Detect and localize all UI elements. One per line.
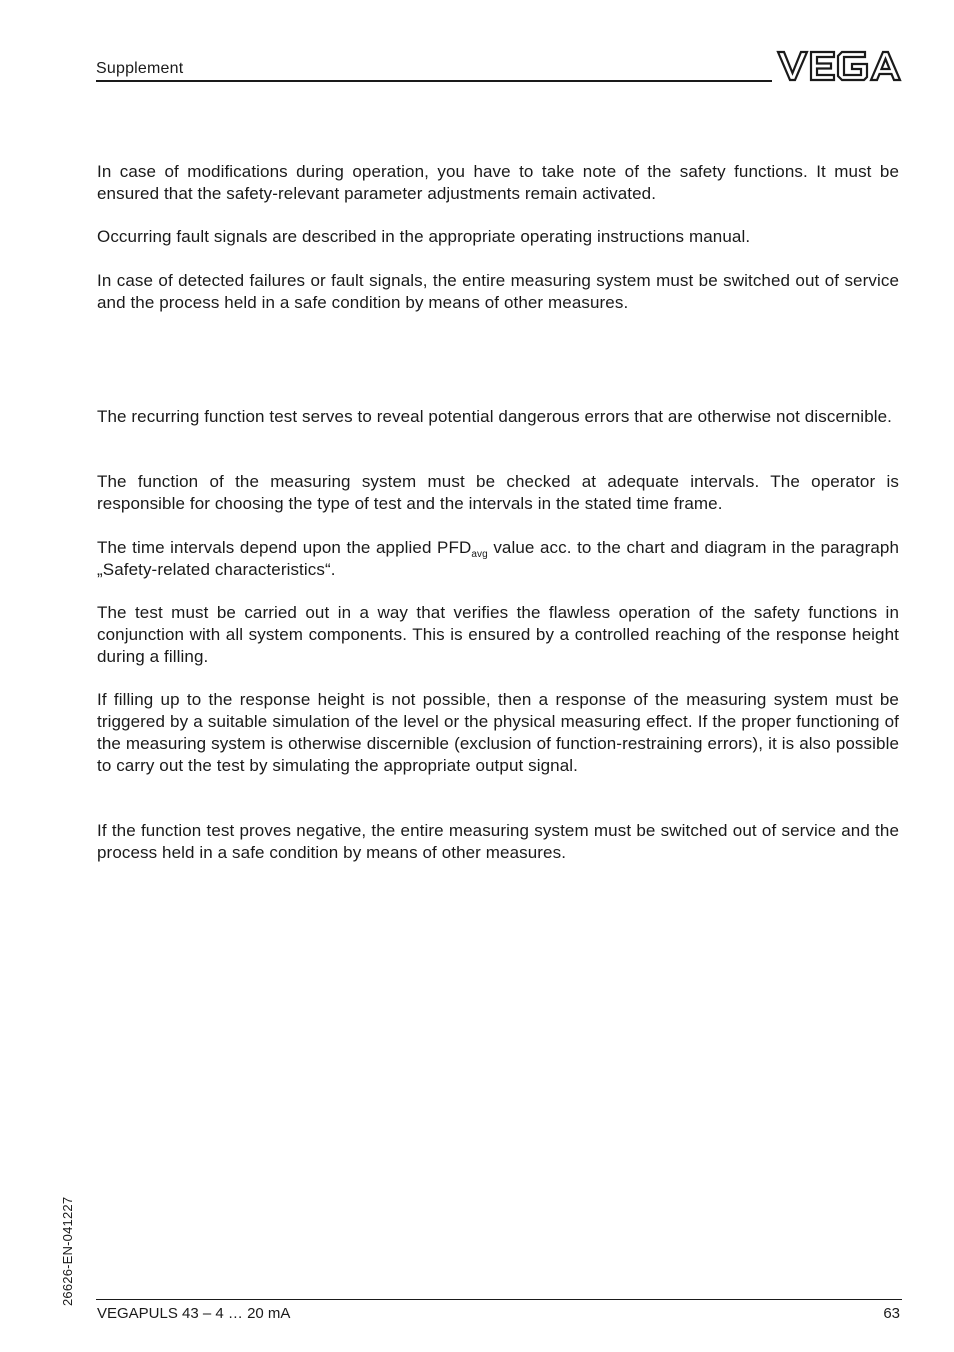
vega-logo [776, 48, 902, 84]
footer-divider [96, 1299, 902, 1300]
document-code: 26626-EN-041227 [60, 1196, 75, 1306]
page-number: 63 [883, 1305, 900, 1322]
product-name: VEGAPULS 43 – 4 … 20 mA [97, 1305, 291, 1322]
paragraph-negative-test: If the function test proves negative, the entire measuring system must be switched out of service and the process held in a safe condition by means of other measures. [97, 821, 899, 862]
pfd-subscript: avg [471, 549, 488, 560]
paragraph-test-procedure: The test must be carried out in a way that verifies the flawless operation of the safety functions in conjunction with all system components. This is ensured by a controlled reaching of the response height during a filling. [97, 603, 899, 666]
paragraph-modifications: In case of modifications during operation, you have to take note of the safety functions. It must be ensured that the safety-relevant parameter adjustments remain activated. [97, 162, 899, 203]
time-intervals-text-start: The time intervals depend upon the applied PFD [97, 538, 472, 557]
header-divider [96, 80, 772, 82]
paragraph-detected-failures: In case of detected failures or fault signals, the entire measuring system must be switched out of service and the process held in a safe condition by means of other measures. [97, 271, 899, 312]
paragraph-fault-signals: Occurring fault signals are described in the appropriate operating instructions manual. [97, 227, 751, 246]
section-title: Supplement [96, 60, 184, 77]
paragraph-recurring-test: The recurring function test serves to reveal potential dangerous errors that are otherwise not discernible. [97, 407, 892, 426]
paragraph-check-intervals: The function of the measuring system must be checked at adequate intervals. The operator is responsible for choosing the type of test and the intervals in the stated time frame. [97, 472, 899, 513]
time-intervals-text-end: value acc. to the chart and diagram in the paragraph „Safety-related characteristics“. [97, 538, 899, 579]
paragraph-time-intervals [97, 537, 899, 581]
paragraph-simulation: If filling up to the response height is not possible, then a response of the measuring system must be triggered by a suitable simulation of the level or the physical measuring effect. If the proper functioning of the measuring system is otherwise discernible (exclusion of function-restraining errors), it is also possible to carry out the test by simulating the appropriate output signal. [97, 690, 899, 775]
